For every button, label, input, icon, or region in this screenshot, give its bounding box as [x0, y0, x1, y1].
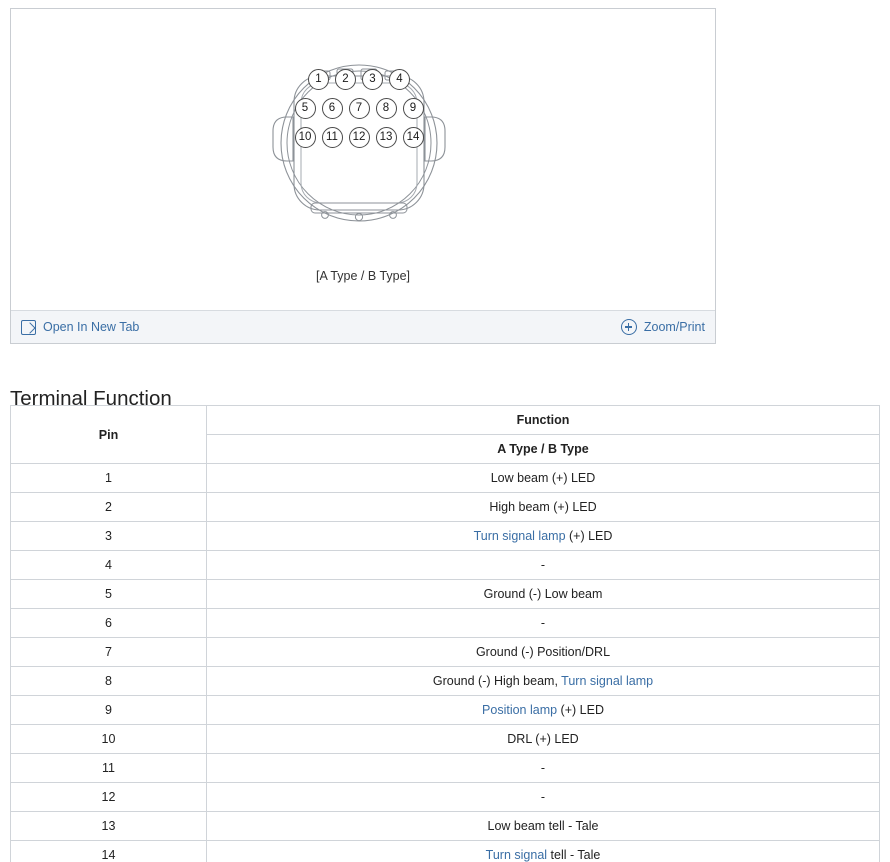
cell-pin: 1 [11, 464, 207, 493]
cell-function: Ground (-) Low beam [207, 580, 880, 609]
pin-circle: 13 [376, 127, 397, 148]
table-row [11, 841, 880, 862]
cell-pin: 12 [11, 783, 207, 812]
cell-function: Ground (-) Position/DRL [207, 638, 880, 667]
table-row [11, 783, 880, 812]
pin-number-grid [263, 69, 463, 148]
cell-function: - [207, 754, 880, 783]
cell-function: Low beam (+) LED [207, 464, 880, 493]
connector-image-area [11, 9, 715, 311]
cell-function: Ground (-) High beam, Turn signal lamp [207, 667, 880, 696]
zoom-print-button[interactable] [621, 319, 705, 335]
open-in-new-tab-icon [21, 320, 36, 335]
cell-function: Low beam tell - Tale [207, 812, 880, 841]
cell-pin: 14 [11, 841, 207, 862]
pin-circle: 9 [403, 98, 424, 119]
figure-toolbar [11, 310, 715, 343]
cell-function: High beam (+) LED [207, 493, 880, 522]
pin-circle: 1 [308, 69, 329, 90]
cell-pin: 7 [11, 638, 207, 667]
table-header-row [11, 406, 880, 435]
table-row [11, 551, 880, 580]
column-header-pin: Pin [11, 406, 207, 464]
cell-pin: 9 [11, 696, 207, 725]
connector-figure-panel [10, 8, 716, 344]
connector-drawing [11, 43, 715, 243]
cell-function: - [207, 783, 880, 812]
cell-function: Position lamp (+) LED [207, 696, 880, 725]
column-subheader-type: A Type / B Type [207, 435, 880, 464]
figure-caption: [A Type / B Type] [315, 269, 411, 283]
table-row [11, 522, 880, 551]
table-row [11, 812, 880, 841]
page-title: Terminal Function [10, 387, 172, 410]
cell-pin: 6 [11, 609, 207, 638]
pin-row [308, 69, 410, 90]
table-row [11, 696, 880, 725]
column-header-function: Function [207, 406, 880, 435]
cell-pin: 2 [11, 493, 207, 522]
pin-row [295, 127, 424, 148]
terminal-function-table [10, 405, 880, 862]
cell-function: - [207, 609, 880, 638]
cell-pin: 4 [11, 551, 207, 580]
pin-circle: 12 [349, 127, 370, 148]
table-row [11, 725, 880, 754]
table-row [11, 580, 880, 609]
pin-circle: 4 [389, 69, 410, 90]
pin-circle: 8 [376, 98, 397, 119]
cell-function: - [207, 551, 880, 580]
pin-circle: 11 [322, 127, 343, 148]
table-row [11, 667, 880, 696]
open-in-new-tab-button[interactable] [21, 320, 139, 335]
pin-circle: 14 [403, 127, 424, 148]
pin-row [295, 98, 424, 119]
cell-pin: 11 [11, 754, 207, 783]
cell-pin: 8 [11, 667, 207, 696]
cell-function: Turn signal tell - Tale [207, 841, 880, 862]
table-row [11, 638, 880, 667]
pin-circle: 5 [295, 98, 316, 119]
cell-pin: 3 [11, 522, 207, 551]
pin-circle: 6 [322, 98, 343, 119]
pin-circle: 2 [335, 69, 356, 90]
table-row [11, 464, 880, 493]
table-body [11, 464, 880, 862]
cell-pin: 10 [11, 725, 207, 754]
open-in-new-tab-label: Open In New Tab [43, 320, 140, 334]
cell-pin: 13 [11, 812, 207, 841]
table-row [11, 493, 880, 522]
cell-function: DRL (+) LED [207, 725, 880, 754]
table-head [11, 406, 880, 464]
table-row [11, 754, 880, 783]
pin-circle: 10 [295, 127, 316, 148]
pin-circle: 7 [349, 98, 370, 119]
table-row [11, 609, 880, 638]
zoom-print-label: Zoom/Print [643, 320, 705, 334]
zoom-plus-icon [621, 319, 637, 335]
cell-function: Turn signal lamp (+) LED [207, 522, 880, 551]
pin-circle: 3 [362, 69, 383, 90]
cell-pin: 5 [11, 580, 207, 609]
